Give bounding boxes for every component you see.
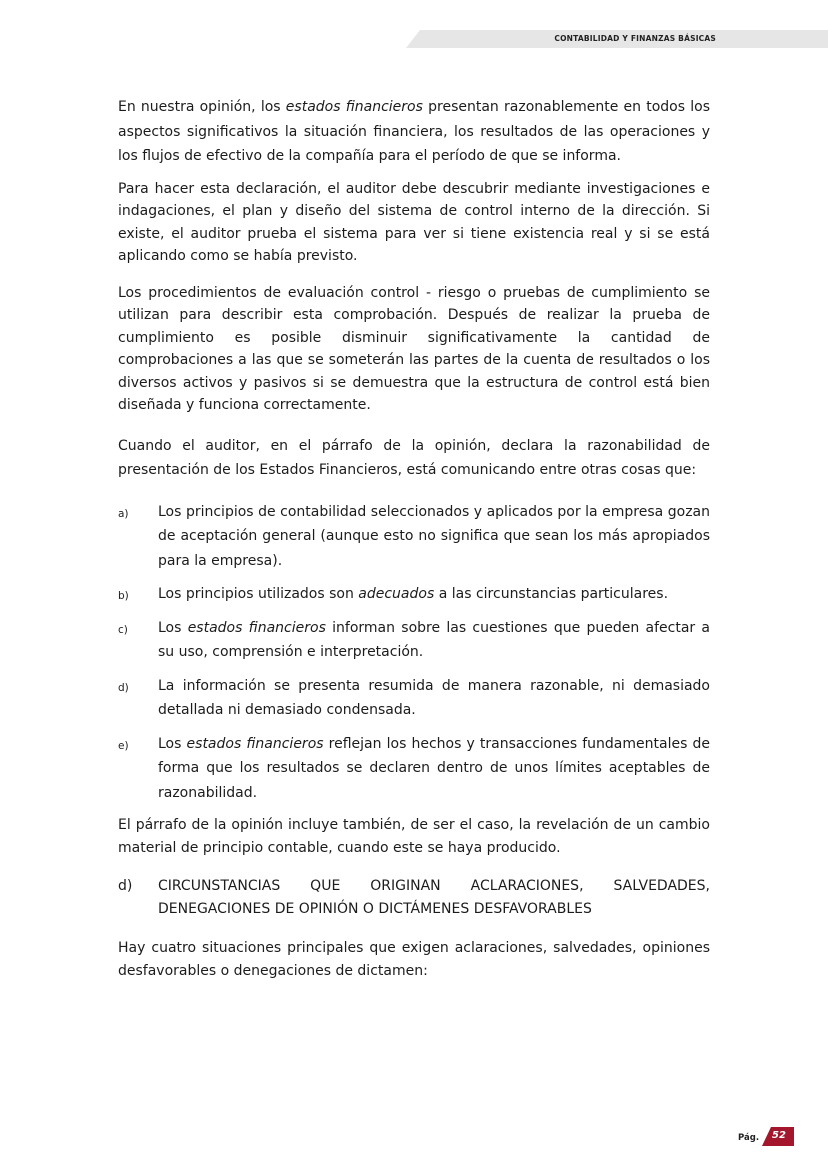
list-marker: d) <box>118 681 129 694</box>
text-run: presentan razonablemente en todos los aspectos significativos la situación financiera, los resultados de las operaciones y los flujos de efectivo de la compañía para el período de que se informa. <box>118 99 711 164</box>
list-item-text <box>158 732 710 806</box>
section-title: CIRCUNSTANCIAS QUE ORIGINAN ACLARACIONES, SALVEDADES, DENEGACIONES DE OPINIÓN O DICTÁMENES DESFAVORABLES <box>158 878 710 917</box>
italic-term: estados financieros <box>187 619 326 636</box>
list-item-text <box>158 616 710 665</box>
running-header-title: CONTABILIDAD Y FINANZAS BÁSICAS <box>554 34 716 43</box>
paragraph-procedures: Los procedimientos de evaluación control - riesgo o pruebas de cumplimiento se utilizan para describir esta comprobación. Después de realizar la prueba de cumplimiento es posible disminuir significativamente la cantidad de comprobaciones a las que se someterán las partes de la cuenta de resultados o los diversos activos y pasivos si se demuestra que la estructura de control está bien diseñada y funciona correctamente. <box>118 284 710 413</box>
paragraph-situations: Hay cuatro situaciones principales que exigen aclaraciones, salvedades, opiniones desfavorables o denegaciones de dictamen: <box>118 940 710 979</box>
list-marker: a) <box>118 507 129 520</box>
section-marker: d) <box>118 878 133 894</box>
page-body <box>118 95 710 982</box>
italic-term: adecuados <box>358 586 435 602</box>
page-label: Pág. <box>738 1133 760 1143</box>
text-run: Los <box>158 619 188 636</box>
list-item <box>118 616 710 665</box>
text-run: reflejan los hechos y transacciones fundamentales de forma que los resultados se declaren dentro de unos límites aceptables de razonabilidad. <box>158 735 710 801</box>
paragraph-declaration: Para hacer esta declaración, el auditor debe descubrir mediante investigaciones e indagaciones, el plan y diseño del sistema de control interno de la dirección. Si existe, el auditor prueba el sistema para ver si tiene existencia real y si se está aplicando como se había previsto. <box>118 180 710 264</box>
italic-term: estados financieros <box>285 99 423 115</box>
list-marker: e) <box>118 739 129 752</box>
list-item <box>118 500 710 574</box>
list-marker: c) <box>118 623 128 636</box>
list-item <box>118 582 710 607</box>
list-item-text: La información se presenta resumida de manera razonable, ni demasiado detallada ni demasiado condensada. <box>158 677 710 718</box>
section-heading <box>118 875 710 920</box>
list-item-text <box>158 582 710 607</box>
text-run: a las circunstancias particulares. <box>434 586 669 602</box>
list-item <box>118 674 710 723</box>
text-run: Los <box>158 735 187 752</box>
list-item-text: Los principios de contabilidad seleccionados y aplicados por la empresa gozan de aceptación general (aunque esto no significa que sean los más apropiados para la empresa). <box>158 503 710 569</box>
paragraph-reasonableness: Cuando el auditor, en el párrafo de la opinión, declara la razonabilidad de presentación de los Estados Financieros, está comunicando entre otras cosas que: <box>118 437 710 478</box>
principles-list <box>118 500 710 806</box>
paragraph-opinion <box>118 95 710 169</box>
text-run: Los principios utilizados son <box>158 586 359 602</box>
list-marker: b) <box>118 590 129 602</box>
paragraph-material-change: El párrafo de la opinión incluye también, de ser el caso, la revelación de un cambio material de principio contable, cuando este se haya producido. <box>118 817 710 856</box>
text-run: informan sobre las cuestiones que pueden afectar a su uso, comprensión e interpretación. <box>158 619 710 660</box>
italic-term: estados financieros <box>186 735 324 752</box>
list-item <box>118 732 710 806</box>
text-run: En nuestra opinión, los <box>118 99 286 115</box>
page-number: 52 <box>772 1130 786 1141</box>
